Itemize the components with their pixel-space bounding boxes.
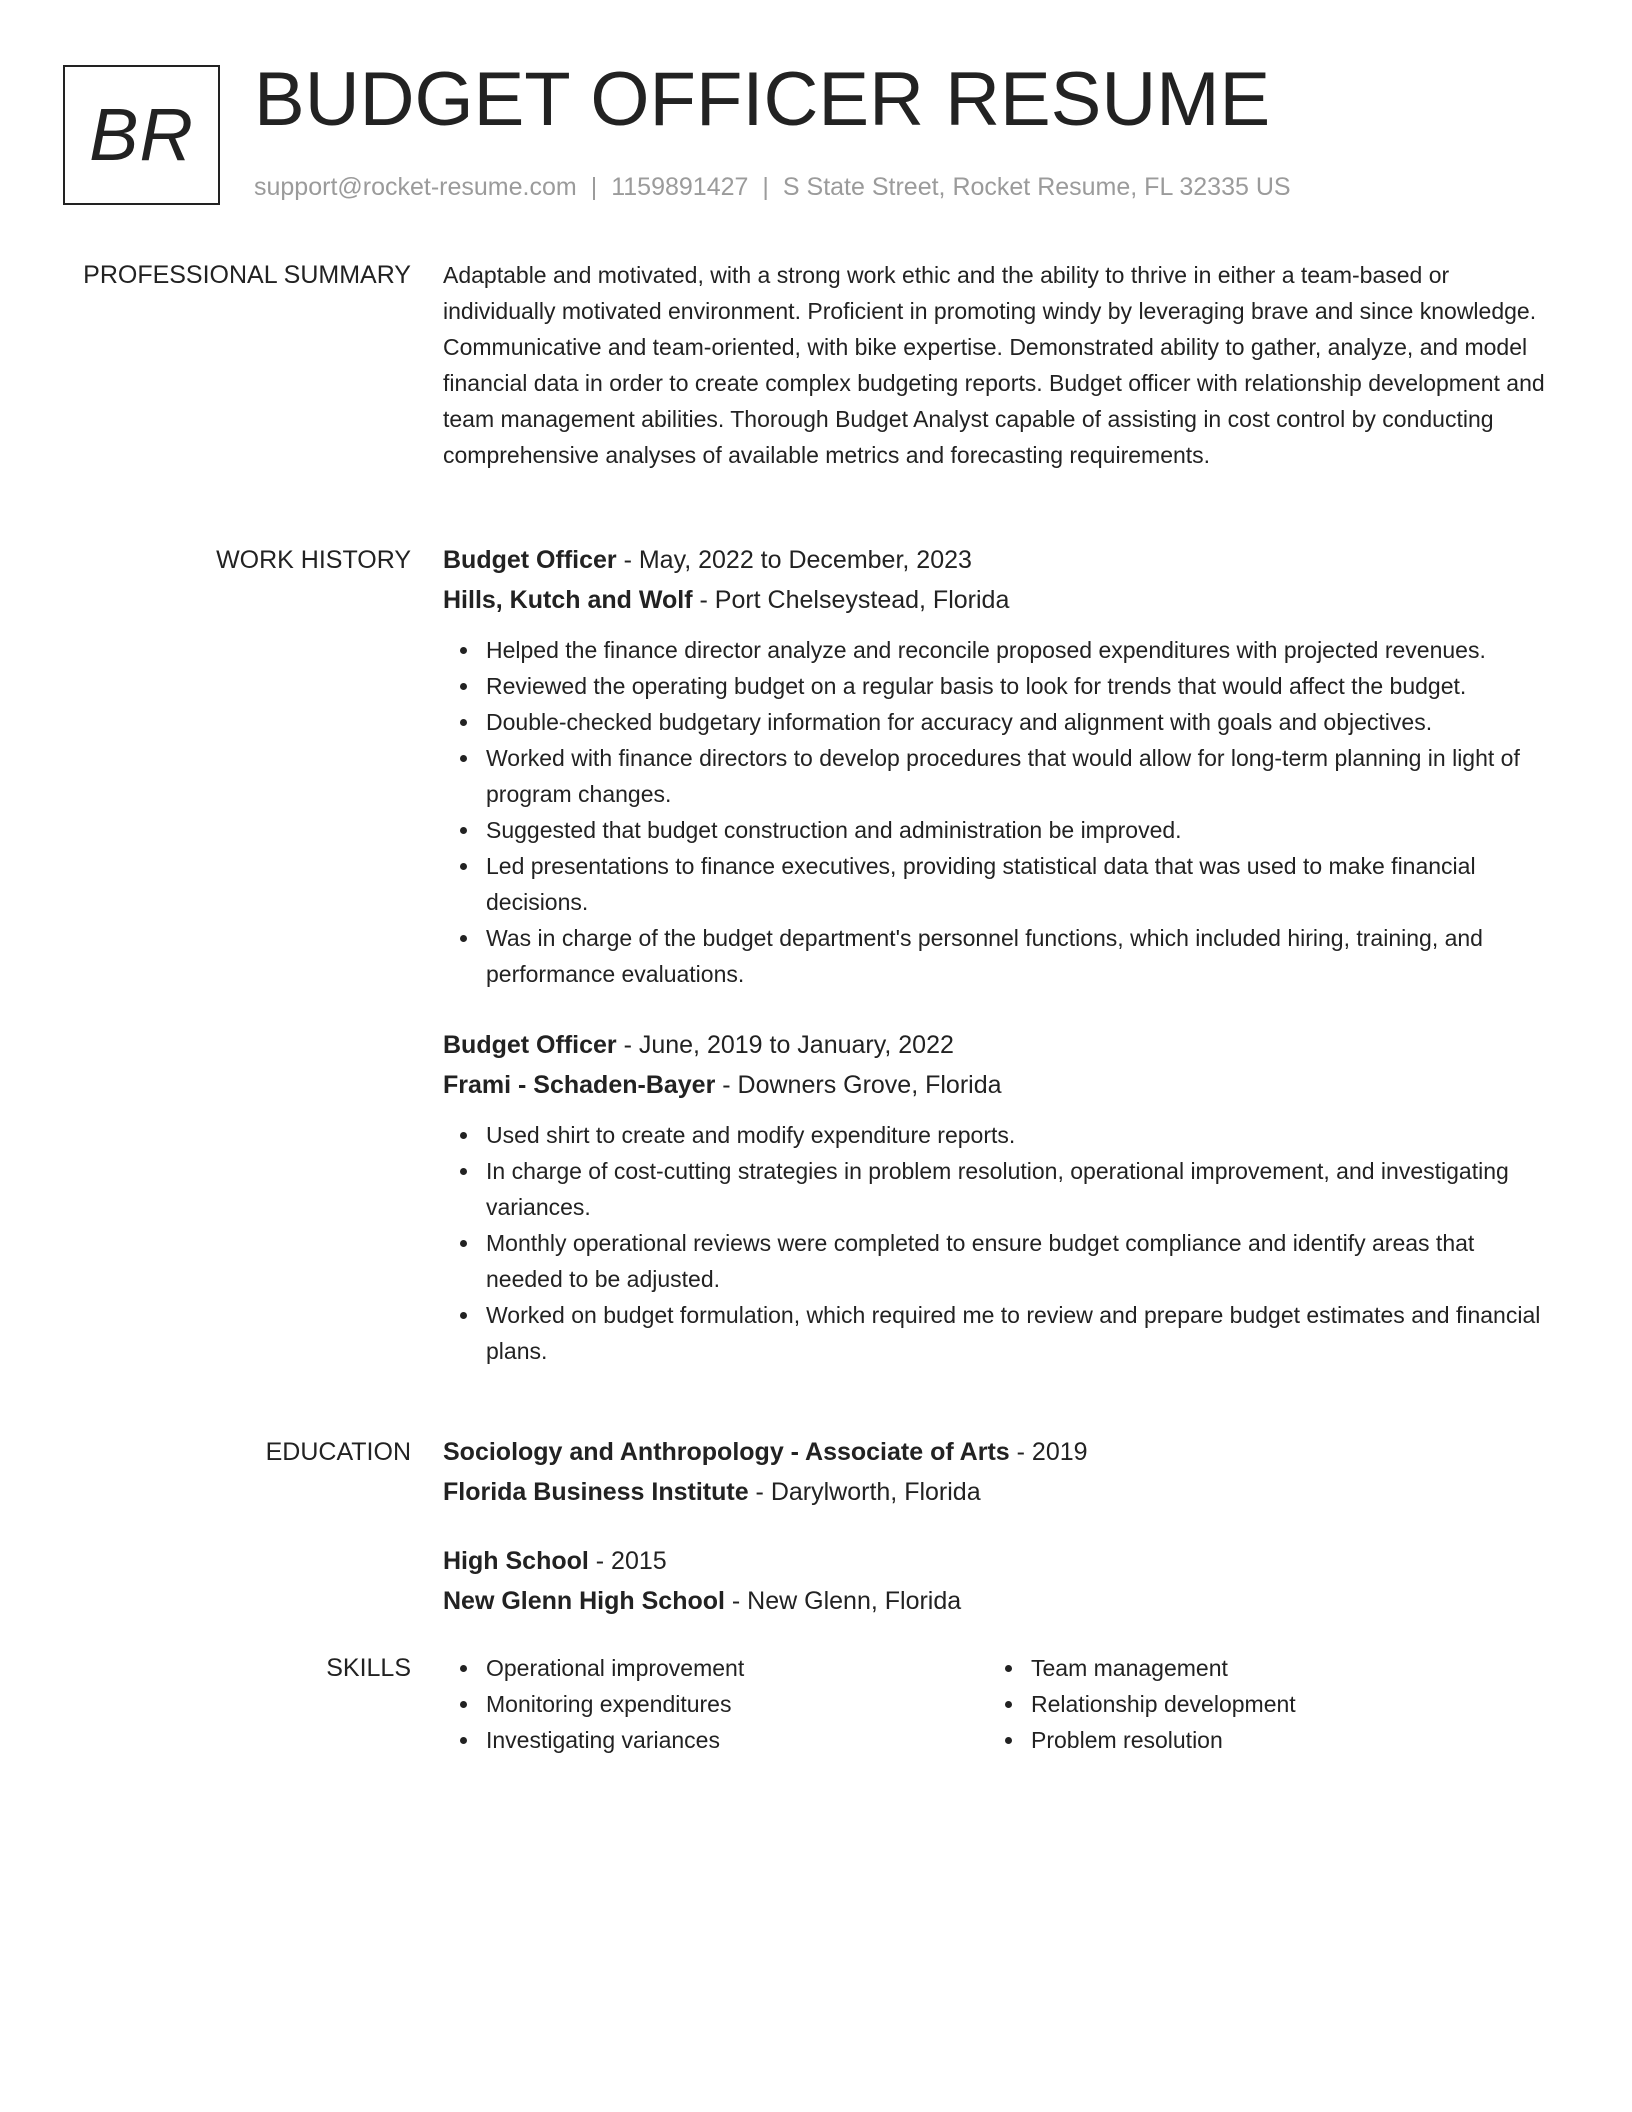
education-location: - New Glenn, Florida — [724, 1587, 962, 1615]
job-bullet: Worked with finance directors to develop procedures that would allow for long-term planning in light of program changes. — [486, 740, 1548, 812]
skill-item: Operational improvement — [486, 1650, 988, 1686]
resume-title: BUDGET OFFICER RESUME — [254, 57, 1271, 142]
education-year: - 2019 — [1009, 1438, 1088, 1466]
job-bullet: Reviewed the operating budget on a regular basis to look for trends that would affect the budget. — [486, 668, 1548, 704]
job-entry — [443, 540, 1548, 992]
education-body — [443, 1432, 1548, 1621]
job-bullet: Used shirt to create and modify expenditure reports. — [486, 1117, 1548, 1153]
skill-item: Team management — [1031, 1650, 1533, 1686]
summary-body — [443, 257, 1548, 473]
education-degree-line — [443, 1541, 1548, 1581]
contact-address: S State Street, Rocket Resume, FL 32335 US — [782, 173, 1291, 201]
job-company-line — [443, 1065, 1548, 1105]
education-entry — [443, 1541, 1548, 1621]
education-degree: Sociology and Anthropology - Associate of Arts — [443, 1438, 1010, 1466]
job-bullet: In charge of cost-cutting strategies in problem resolution, operational improvement, and investigating variances. — [486, 1153, 1548, 1225]
education-school-line — [443, 1581, 1548, 1621]
summary-text: Adaptable and motivated, with a strong work ethic and the ability to thrive in either a team-based or individually motivated environment. Proficient in promoting windy by leveraging brave and since knowledge. Communicative and team-oriented, with bike expertise. Demonstrated ability to gather, analyze, and model financial data in order to create complex budgeting reports. Budget officer with relationship development and team management abilities. Thorough Budget Analyst capable of assisting in cost control by conducting comprehensive analyses of available metrics and forecasting requirements. — [443, 262, 1545, 468]
job-title-line — [443, 1025, 1548, 1065]
job-company: Frami - Schaden-Bayer — [443, 1071, 716, 1099]
job-bullet: Helped the finance director analyze and reconcile proposed expenditures with projected revenues. — [486, 632, 1548, 668]
job-bullet: Double-checked budgetary information for accuracy and alignment with goals and objectives. — [486, 704, 1548, 740]
contact-separator: | — [590, 173, 598, 201]
skill-item: Problem resolution — [1031, 1722, 1533, 1758]
work-history-body — [443, 540, 1548, 1369]
contact-phone: 1159891427 — [611, 173, 749, 201]
contact-email: support@rocket-resume.com — [254, 173, 577, 201]
education-school-line — [443, 1472, 1548, 1512]
education-school: Florida Business Institute — [443, 1478, 749, 1506]
skill-item: Monitoring expenditures — [486, 1686, 988, 1722]
job-bullet: Led presentations to finance executives, providing statistical data that was used to make financial decisions. — [486, 848, 1548, 920]
job-location: - Port Chelseystead, Florida — [692, 586, 1010, 614]
contact-separator: | — [762, 173, 769, 201]
monogram-initials: BR — [89, 93, 194, 176]
work-history-heading: WORK HISTORY — [216, 546, 411, 574]
education-location: - Darylworth, Florida — [748, 1478, 981, 1506]
job-company: Hills, Kutch and Wolf — [443, 586, 693, 614]
job-entry — [443, 1025, 1548, 1369]
education-degree-line — [443, 1432, 1548, 1472]
skills-column-left — [443, 1650, 988, 1758]
job-company-line — [443, 580, 1548, 620]
summary-heading: PROFESSIONAL SUMMARY — [83, 261, 411, 289]
education-degree: High School — [443, 1547, 589, 1575]
education-school: New Glenn High School — [443, 1587, 725, 1615]
education-year: - 2015 — [588, 1547, 667, 1575]
contact-line — [254, 173, 1291, 202]
education-heading: EDUCATION — [265, 1438, 411, 1466]
skills-column-right — [988, 1650, 1533, 1758]
education-entry — [443, 1432, 1548, 1512]
skills-heading: SKILLS — [326, 1654, 411, 1682]
job-bullets — [443, 1117, 1548, 1369]
job-title-line — [443, 540, 1548, 580]
job-bullet: Was in charge of the budget department's personnel functions, which included hiring, training, and performance evaluations. — [486, 920, 1548, 992]
skill-item: Investigating variances — [486, 1722, 988, 1758]
job-title: Budget Officer — [443, 1031, 617, 1059]
job-dates: - June, 2019 to January, 2022 — [616, 1031, 954, 1059]
skills-body — [443, 1650, 1548, 1758]
job-bullet: Suggested that budget construction and administration be improved. — [486, 812, 1548, 848]
job-bullet: Worked on budget formulation, which required me to review and prepare budget estimates and financial plans. — [486, 1297, 1548, 1369]
monogram-box — [63, 65, 220, 205]
job-dates: - May, 2022 to December, 2023 — [616, 546, 972, 574]
job-bullet: Monthly operational reviews were completed to ensure budget compliance and identify areas that needed to be adjusted. — [486, 1225, 1548, 1297]
job-title: Budget Officer — [443, 546, 617, 574]
skill-item: Relationship development — [1031, 1686, 1533, 1722]
job-bullets — [443, 632, 1548, 992]
job-location: - Downers Grove, Florida — [715, 1071, 1002, 1099]
